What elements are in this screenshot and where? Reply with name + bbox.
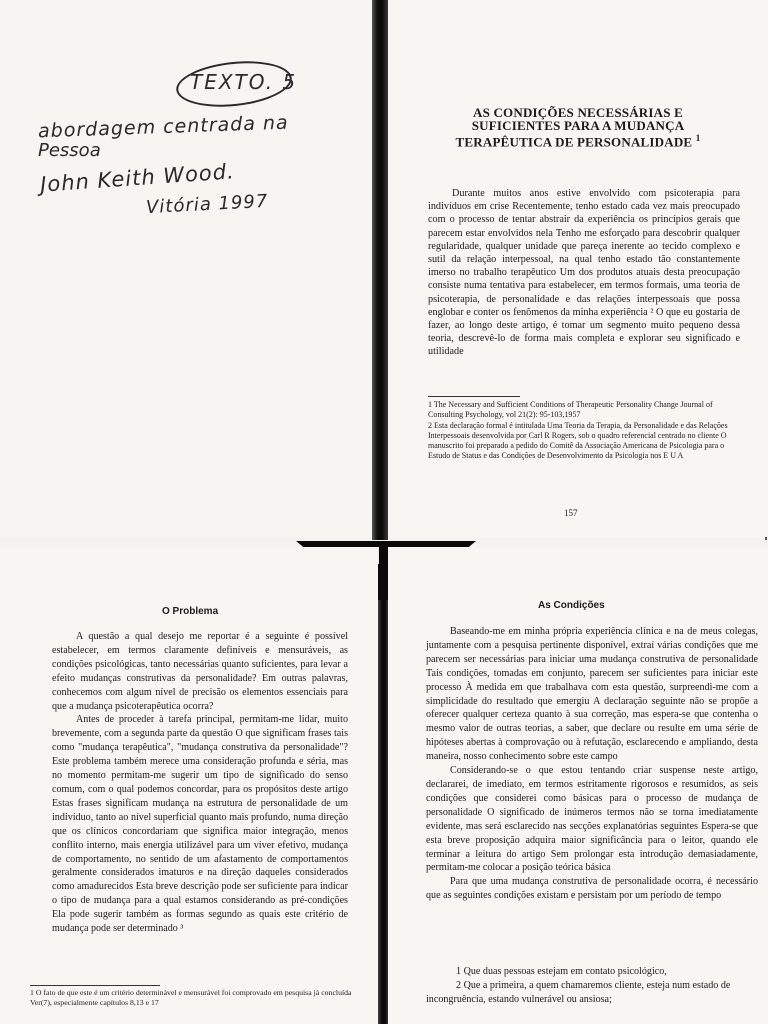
paragraph: Para que uma mudança construtiva de personalidade ocorra, é necessário que as seguintes condições existam e persistam por um período de tempo (426, 876, 758, 902)
footnotes (428, 400, 746, 462)
list-item: 1 Que duas pessoas estejam em contato psicológico, (456, 966, 667, 977)
page-condicoes (388, 547, 768, 1024)
page-handwritten-notes (0, 0, 372, 537)
book-spine-bottom (378, 600, 388, 1024)
handwritten-note-line: abordagem centrada na (37, 111, 289, 143)
title-line: SUFICIENTES PARA A MUDANÇA (471, 118, 685, 133)
paragraph: Considerando-se o que estou tentando criar suspense neste artigo, declararei, de imediato, em termos estritamente rigorosos e resumidos, as seis condições que considerei como básicas para o processo de mudança de personalidade O significado de inúmeros termos não se torna imediatamente evidente, mas será esclarecido nas secções explanatórias seguintes Espera-se que esta breve proposição adquira maior significância para o leitor, quando ele terminar a leitura do artigo Sem prolongar esta introdução demasiadamente, permitam-me colocar a posição teórica básica (426, 765, 758, 874)
page-problema (0, 547, 378, 1024)
page-article-title (388, 0, 768, 537)
footnote-divider (428, 396, 520, 397)
list-item: 2 Que a primeira, a quem chamaremos cliente, esteja num estado de incongruência, estando vulnerável ou ansiosa; (426, 979, 731, 1005)
footnote: 2 Esta declaração formal é intitulada Uma Teoria da Terapia, da Personalidade e das Relações Interpessoais desenvolvida por Carl R Rogers, sob o quadro referencial centrado no cliente O manuscrito foi preparado a pedido do Comitê da Associação Americana de Psicologia para o Estudo de Status e das Condições de Desenvolvimento da Psicologia nos E U A (428, 421, 728, 460)
intro-paragraph: Durante muitos anos estive envolvido com psicoterapia para indivíduos em crise Recentemente, tenho estado cada vez mais preocupado com o processo de tentar abstrair da experiência os princípios gerais que parecem estar envolvidos nela Tenho me esforçado para descobrir qualquer regularidade, qualquer unidade que pareça inerente ao tecido complexo e sutil da relação interpessoal, na qual tenho estado tão constantemente imerso no trabalho terapêutico Um dos produtos atuais desta preocupação consiste numa tentativa para estabelecer, em termos formais, uma teoria de psicoterapia, de personalidade e das relações interpessoais que possa englobar e conter os fenômenos da minha experiência ² O que eu gostaria de fazer, ao longo deste artigo, é tomar um segmento muito pequeno dessa teoria, descrevê-lo de forma mais completa e explorar seu significado e utilidade (428, 188, 740, 358)
footnote-marker: 1 (695, 133, 701, 143)
handwritten-author-line: John Keith Wood. (39, 159, 236, 197)
article-title (428, 106, 728, 148)
footnote: 1 The Necessary and Sufficient Conditions of Therapeutic Personality Change Journal of Consulting Psychology, vol 21(2): 95-103,1957 (428, 400, 713, 419)
conditions-list (426, 965, 758, 1007)
section-body (52, 630, 348, 936)
footnote: 1 O fato de que este é um critério determinável e mensurável foi comprovado em pesquisa já concluída Ver(7), especialmente capítulos 8,13 e 17 (30, 988, 352, 1007)
footnote-divider (30, 985, 160, 986)
book-spine-top (372, 0, 388, 540)
paragraph: Antes de proceder à tarefa principal, permitam-me lidar, muito brevemente, com a segunda parte da questão O que significam frases tais como "mudança terapêutica", "mudança construtiva da personalidade"? Este problema também merece uma consideração profunda e séria, mas no momento permitam-me sugerir um tipo de significado do senso comum, com o qual podemos concordar, para os propósitos deste artigo Estas frases significam mudança na estrutura de personalidade de um indivíduo, tanto ao nível superficial quanto mais profundo, numa direção que os clínicos concordariam que significa maior integração, menos conflito interno, mais energia utilizável para um viver efetivo, mudança de comportamento, no sentido de um afastamento de comportamentos geralmente considerados imaturos e na direção daqueles considerados como amadurecidos Esta breve descrição pode ser suficiente para indicar o tipo de mudança para a qual estamos considerando as pré-condições Ela pode sugerir também as formas segundo as quais este critério de mudança pode ser determinado ³ (52, 714, 348, 935)
handwritten-place-date-line: Vitória 1997 (145, 190, 269, 219)
section-body (426, 625, 758, 903)
paragraph: Baseando-me em minha própria experiência clínica e na de meus colegas, juntamente com a pesquisa pertinente disponível, extraí várias condições que me parecem ser necessárias para iniciar uma mudança construtiva de personalidade Tais condições, tomadas em conjunto, parecem ser suficientes para iniciar este processo À medida em que trabalhava com esta questão, surpreendi-me com a simplicidade do resultado que emergiu A declaração seguinte não se propõe a oferecer qualquer certeza quanto à sua correção, mas espera-se que contenha o mesmo valor de outras teorias, a saber, que declare ou resulte em uma série de hipóteses abertas à comprovação ou à refutação, esclarecendo e ampliando, desta maneira, nosso conhecimento sobre este campo (426, 626, 758, 763)
section-heading: O Problema (162, 606, 219, 617)
section-heading: As Condições (538, 600, 605, 611)
handwritten-texto-label: TEXTO. 5 (190, 70, 298, 94)
title-line (428, 132, 728, 148)
handwritten-note-line: Pessoa (38, 140, 101, 161)
title-line-text: TERAPÊUTICA DE PERSONALIDADE (455, 134, 693, 150)
paragraph: A questão a qual desejo me reportar é a seguinte é possível estabelecer, em termos claramente definíveis e mensuráveis, as condições psicológicas, tanto necessárias quanto suficientes, para levar a efeito mudanças construtivas da personalidade? Em outras palavras, conhecemos com algum nível de precisão os elementos essenciais para que a mudança psicoterapêutica ocorra? (52, 631, 348, 712)
title-line: AS CONDIÇÕES NECESSÁRIAS E (472, 105, 683, 120)
page-number: 157 (564, 508, 578, 518)
